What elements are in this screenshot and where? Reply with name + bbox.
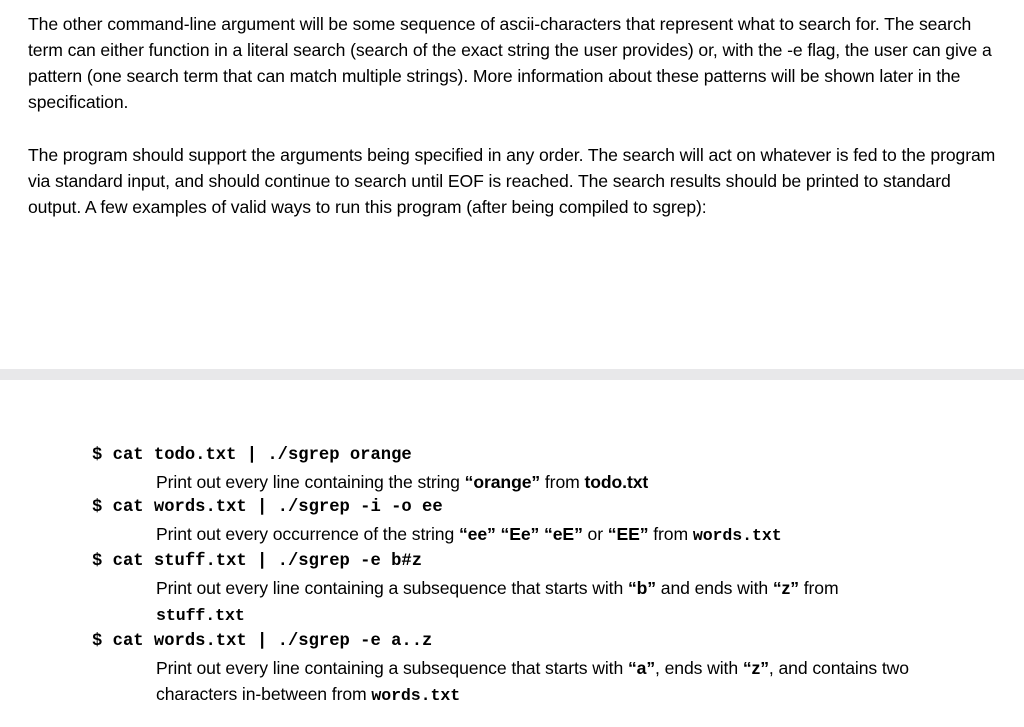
search-term: “Ee” xyxy=(500,524,540,544)
example-command: $ cat stuff.txt | ./sgrep -e b#z xyxy=(92,552,423,571)
example-description xyxy=(156,469,992,495)
desc-text: from xyxy=(540,472,585,492)
desc-text: or xyxy=(582,524,608,544)
paragraph-program-arguments: The program should support the arguments being specified in any order. The search will act on whatever is fed to the program via standard input, and should continue to search until EOF is reached. The search results should be printed to standard output. A few examples of valid ways to run this program (after being compiled to sgrep): xyxy=(28,145,996,217)
example-description xyxy=(156,655,992,709)
example-description xyxy=(156,575,992,629)
file-name: words.txt xyxy=(371,686,461,705)
example-command: $ cat words.txt | ./sgrep -e a..z xyxy=(92,632,433,651)
search-term: “z” xyxy=(772,578,799,598)
search-term: “b” xyxy=(627,578,656,598)
desc-text: Print out every line containing a subsequence that starts with xyxy=(156,578,628,598)
desc-text: Print out every line containing the string xyxy=(156,472,465,492)
example-description xyxy=(156,521,992,549)
file-name: words.txt xyxy=(692,526,782,545)
search-term: “z” xyxy=(742,658,769,678)
desc-text: , and contains two characters in-between from xyxy=(156,658,909,704)
search-term: “eE” xyxy=(544,524,583,544)
page-separator xyxy=(0,369,1024,380)
file-name: stuff.txt xyxy=(156,606,245,625)
desc-text: from xyxy=(798,578,839,598)
desc-text: from xyxy=(648,524,693,544)
paragraph-search-term: The other command-line argument will be some sequence of ascii-characters that represent what to search for. The search term can either function in a literal search (search of the exact string the user provides) or, with the -e flag, the user can give a pattern (one search term that can match multiple strings). More information about these patterns will be shown later in the specification. xyxy=(28,14,992,112)
desc-text: , ends with xyxy=(655,658,743,678)
search-term: “ee” xyxy=(458,524,496,544)
examples-list xyxy=(92,443,992,709)
desc-text: Print out every line containing a subsequence that starts with xyxy=(156,658,628,678)
desc-text: Print out every occurrence of the string xyxy=(156,524,459,544)
file-name: todo.txt xyxy=(584,472,649,492)
search-term: “a” xyxy=(627,658,656,678)
example-command: $ cat todo.txt | ./sgrep orange xyxy=(92,446,412,465)
example-command: $ cat words.txt | ./sgrep -i -o ee xyxy=(92,498,443,517)
desc-text: and ends with xyxy=(655,578,773,598)
search-term: “EE” xyxy=(607,524,649,544)
search-term: “orange” xyxy=(464,472,541,492)
